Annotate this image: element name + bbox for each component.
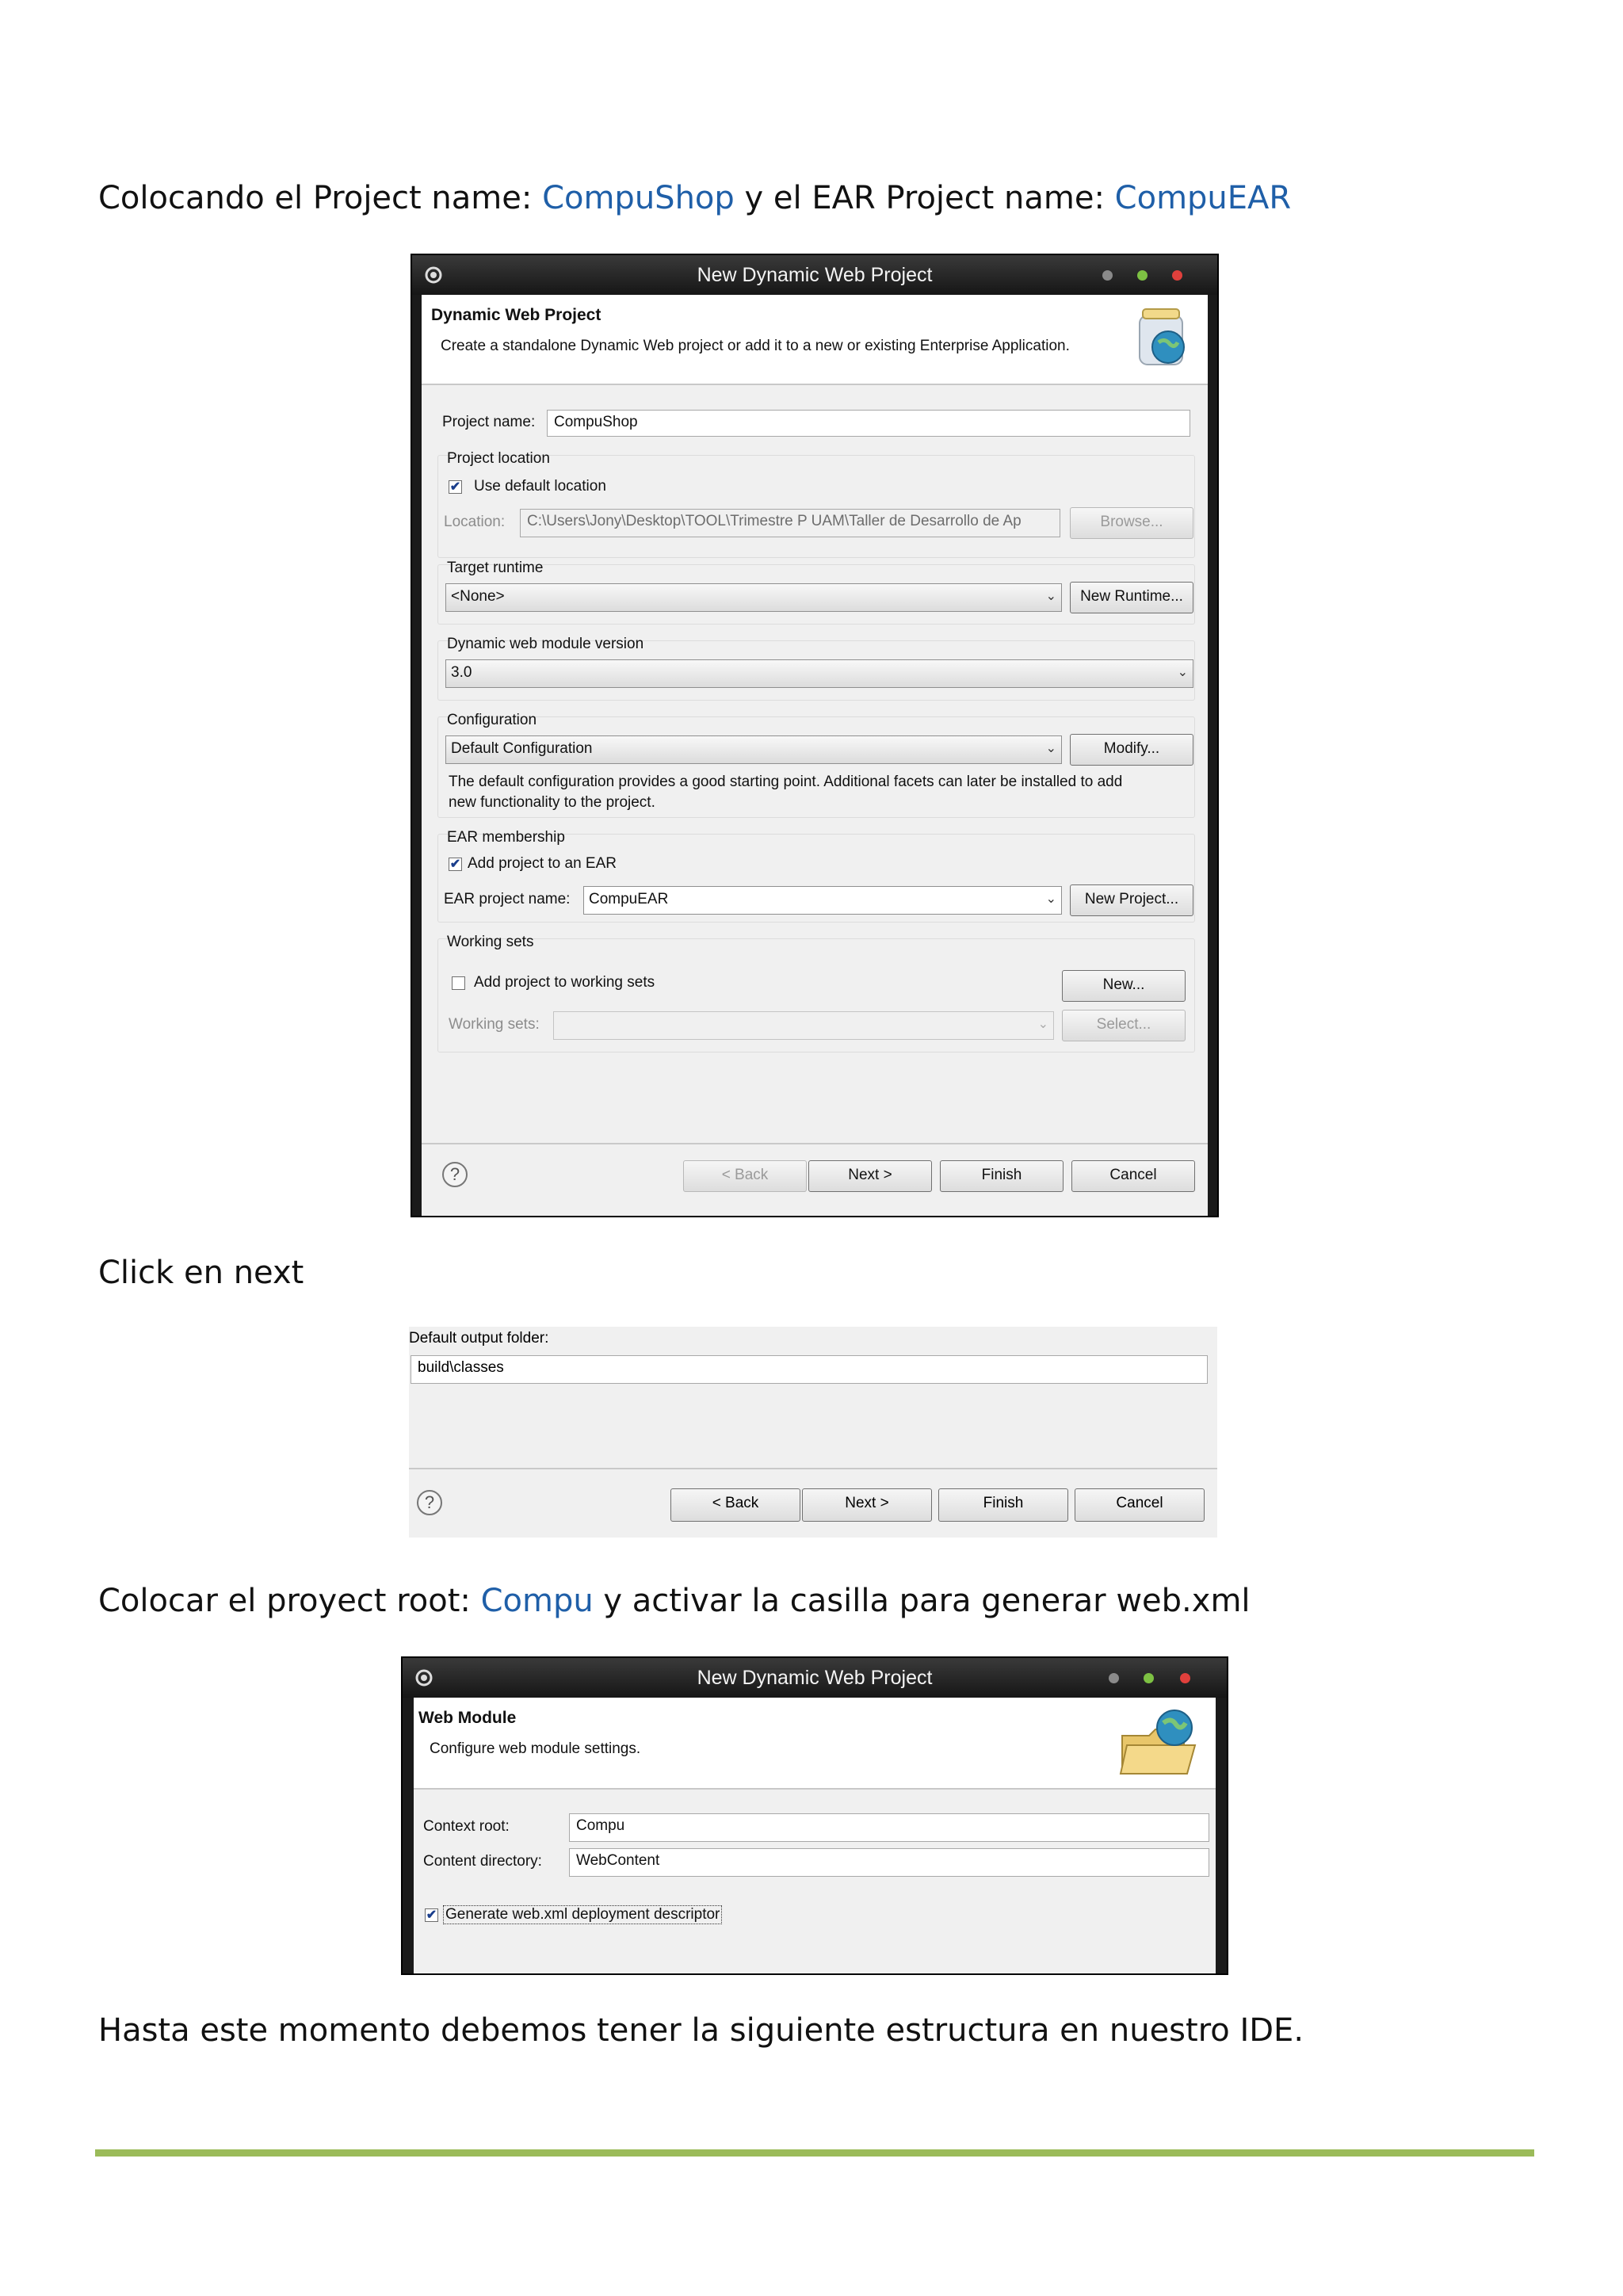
default-output-folder-label: Default output folder:: [409, 1330, 549, 1347]
dialog-banner: [422, 295, 1208, 385]
project-location-group: [437, 455, 1195, 558]
close-icon[interactable]: [1180, 1673, 1190, 1683]
banner-description: Create a standalone Dynamic Web project or add it to a new or existing Enterprise Application.: [441, 338, 1070, 354]
content-directory-label: Content directory:: [423, 1853, 542, 1870]
next-button[interactable]: Next >: [808, 1160, 932, 1192]
minimize-icon[interactable]: [1109, 1673, 1119, 1683]
web-module-dialog: [401, 1656, 1228, 1975]
paragraph-text: Colocando el Project name:: [98, 180, 543, 216]
context-root-input[interactable]: Compu: [569, 1813, 1209, 1842]
module-version-value: 3.0: [451, 664, 472, 681]
use-default-location-checkbox[interactable]: ✔: [449, 480, 461, 494]
context-root-highlight: Compu: [480, 1583, 594, 1619]
dialog-titlebar: [403, 1658, 1227, 1698]
close-icon[interactable]: [1172, 270, 1182, 281]
back-button[interactable]: < Back: [670, 1488, 800, 1522]
help-icon[interactable]: ?: [417, 1490, 442, 1515]
maximize-icon[interactable]: [1144, 1673, 1154, 1683]
dialog-titlebar: [412, 255, 1217, 295]
module-version-label: Dynamic web module version: [447, 636, 644, 652]
ear-project-name-select[interactable]: [583, 886, 1062, 915]
footer-separator: [409, 1468, 1217, 1469]
working-sets-select: [553, 1011, 1054, 1040]
project-name-highlight: CompuShop: [542, 180, 735, 216]
web-module-folder-icon: [1117, 1704, 1205, 1780]
ear-project-name-value: CompuEAR: [589, 891, 669, 907]
configuration-description-line2: new functionality to the project.: [449, 794, 655, 811]
working-sets-label: Working sets: [447, 934, 534, 950]
ear-name-highlight: CompuEAR: [1114, 180, 1292, 216]
module-version-select[interactable]: [445, 659, 1193, 688]
dialog-banner: [414, 1698, 1216, 1790]
modify-button[interactable]: Modify...: [1070, 734, 1193, 766]
dialog-body: [422, 295, 1208, 1216]
chevron-down-icon: ⌄: [1045, 892, 1056, 906]
cancel-button[interactable]: Cancel: [1071, 1160, 1195, 1192]
banner-title: Dynamic Web Project: [431, 306, 601, 324]
add-project-to-ear-checkbox[interactable]: ✔: [449, 858, 461, 871]
target-runtime-select[interactable]: [445, 583, 1062, 612]
new-project-button[interactable]: New Project...: [1070, 884, 1193, 916]
target-runtime-label: Target runtime: [447, 560, 544, 576]
context-root-label: Context root:: [423, 1818, 510, 1835]
paragraph-ide-structure: Hasta este momento debemos tener la siguiente estructura en nuestro IDE.: [98, 2012, 1304, 2049]
output-folder-dialog-fragment: [409, 1327, 1217, 1538]
paragraph-text: y el EAR Project name:: [734, 180, 1115, 216]
configuration-label: Configuration: [447, 712, 537, 728]
paragraph-project-name: [98, 178, 1291, 219]
configuration-description-line1: The default configuration provides a good starting point. Additional facets can later be installed to add: [449, 774, 1123, 790]
paragraph-click-next: Click en next: [98, 1255, 304, 1291]
browse-button[interactable]: Browse...: [1070, 507, 1193, 539]
paragraph-text: y activar la casilla para generar web.xml: [593, 1583, 1251, 1619]
cancel-button[interactable]: Cancel: [1075, 1488, 1205, 1522]
add-to-working-sets-checkbox[interactable]: [452, 976, 465, 990]
finish-button[interactable]: Finish: [938, 1488, 1068, 1522]
default-output-folder-input[interactable]: build\classes: [411, 1355, 1208, 1384]
generate-web-xml-label: Generate web.xml deployment descriptor: [445, 1906, 720, 1923]
project-name-input[interactable]: CompuShop: [547, 410, 1190, 437]
chevron-down-icon: ⌄: [1045, 590, 1056, 603]
location-input: C:\Users\Jony\Desktop\TOOL\Trimestre P UAM\Taller de Desarrollo de Ap: [520, 509, 1060, 537]
add-to-working-sets-label: Add project to working sets: [474, 974, 655, 991]
project-name-label: Project name:: [442, 414, 536, 430]
ear-membership-label: EAR membership: [447, 829, 565, 846]
generate-web-xml-checkbox[interactable]: ✔: [426, 1908, 437, 1922]
new-working-set-button[interactable]: New...: [1062, 970, 1186, 1002]
help-icon[interactable]: ?: [442, 1162, 468, 1187]
configuration-value: Default Configuration: [451, 740, 593, 757]
configuration-select[interactable]: [445, 735, 1062, 764]
back-button[interactable]: < Back: [683, 1160, 807, 1192]
paragraph-context-root: [98, 1580, 1251, 1622]
minimize-icon[interactable]: [1102, 270, 1113, 281]
project-location-label: Project location: [447, 450, 550, 467]
chevron-down-icon: ⌄: [1177, 666, 1188, 679]
target-runtime-value: <None>: [451, 588, 505, 605]
footer-separator: [422, 1143, 1208, 1144]
banner-description: Configure web module settings.: [430, 1740, 641, 1757]
banner-title: Web Module: [418, 1709, 517, 1727]
footer-divider-line: [95, 2149, 1534, 2157]
location-label: Location:: [444, 514, 506, 530]
chevron-down-icon: ⌄: [1037, 1018, 1048, 1031]
content-directory-input[interactable]: WebContent: [569, 1848, 1209, 1877]
new-dynamic-web-project-dialog: [411, 254, 1219, 1217]
finish-button[interactable]: Finish: [940, 1160, 1064, 1192]
paragraph-text: Colocar el proyect root:: [98, 1583, 481, 1619]
new-runtime-button[interactable]: New Runtime...: [1070, 582, 1193, 613]
chevron-down-icon: ⌄: [1045, 742, 1056, 755]
use-default-location-label: Use default location: [474, 478, 606, 495]
maximize-icon[interactable]: [1137, 270, 1148, 281]
eclipse-icon: [414, 1668, 434, 1688]
select-working-sets-button[interactable]: Select...: [1062, 1010, 1186, 1041]
working-sets-field-label: Working sets:: [449, 1016, 540, 1033]
eclipse-icon: [423, 265, 444, 285]
next-button[interactable]: Next >: [802, 1488, 932, 1522]
dialog-title: New Dynamic Web Project: [697, 1667, 933, 1689]
dialog-title: New Dynamic Web Project: [697, 264, 933, 286]
add-project-to-ear-label: Add project to an EAR: [468, 855, 617, 872]
ear-project-name-label: EAR project name:: [444, 891, 571, 907]
web-project-jar-icon: [1130, 304, 1193, 371]
dialog-body: [414, 1698, 1216, 1973]
